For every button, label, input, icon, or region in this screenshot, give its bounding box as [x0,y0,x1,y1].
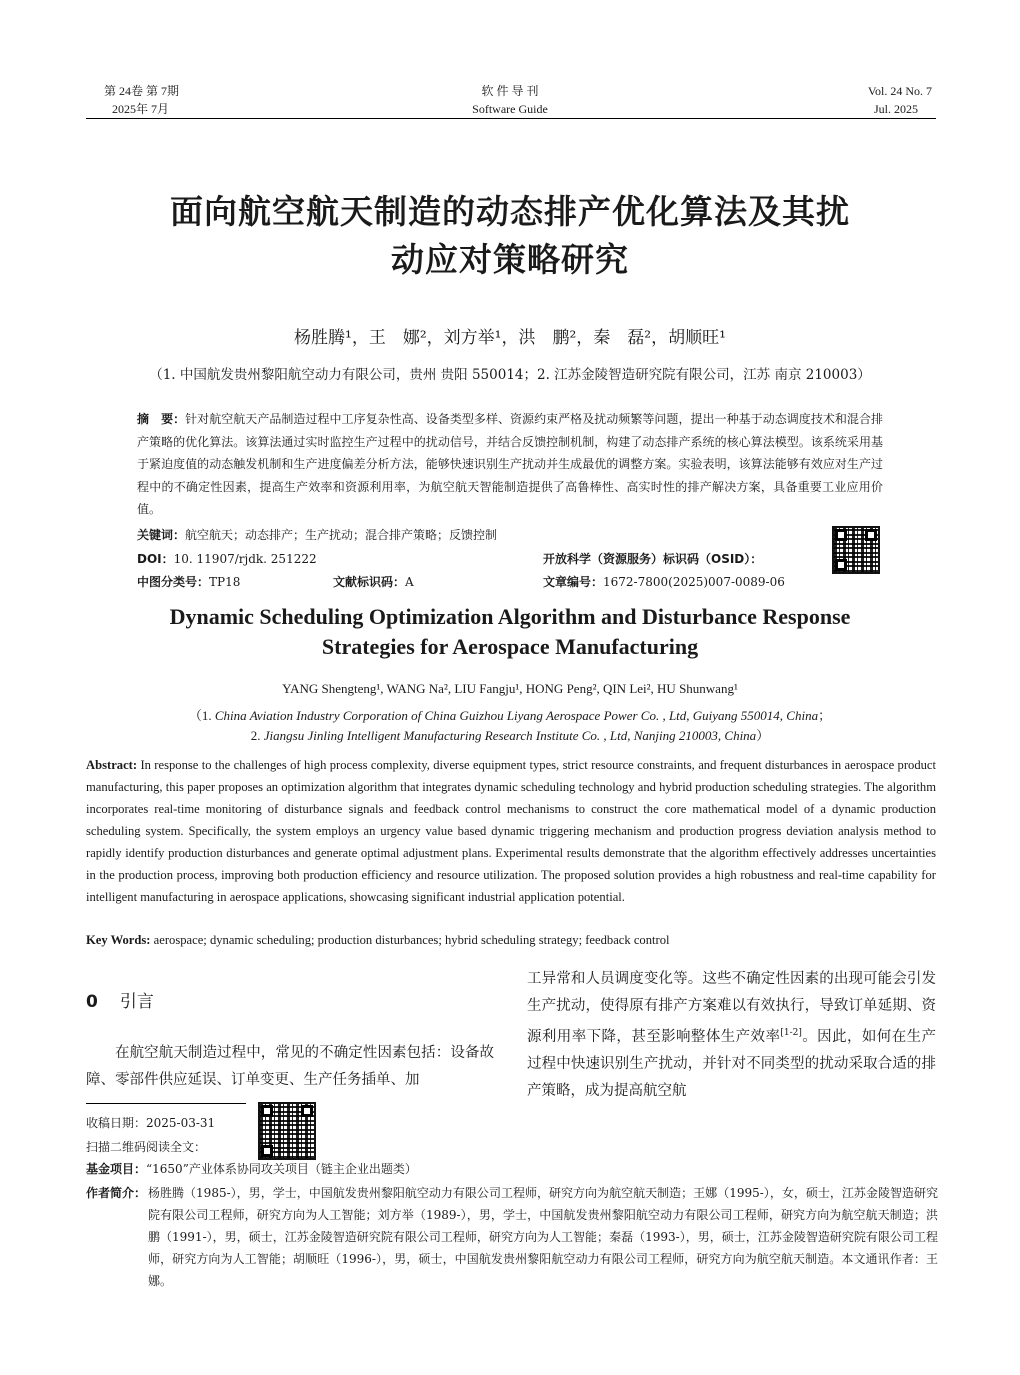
body-right-part-1: 工异常和人员调度变化等。这些不确定性因素的出现可能会引发生产扰动，使得原有排产方案难以有效执行，导致订单延期、资源利用率下降，甚至影响整体生产效率 [527,971,936,1045]
paper-title-en [0,602,1020,662]
citation-1-2[interactable]: [1-2] [780,1028,802,1038]
paper-title-cn [0,188,1020,284]
body-text-left [86,1040,494,1094]
date-en: Jul. 2025 [873,102,918,116]
doi [137,550,317,568]
bio-text: 杨胜腾（1985-），男，学士，中国航发贵州黎阳航空动力有限公司工程师，研究方向为航空航天制造；王娜（1995-），女，硕士，江苏金陵智造研究院有限公司工程师，研究方向为人工智能；刘方举（1989-），男，学士，中国航发贵州黎阳航空动力有限公司工程师，研究方向为航空航天制造；洪鹏（1991-），男，硕士，江苏金陵智造研究院有限公司工程师，研究方向为人工智能；秦磊（1993-），男，硕士，江苏金陵智造研究院有限公司工程师，研究方向为人工智能；胡顺旺（1996-），男，硕士，中国航发贵州黎阳航空动力有限公司工程师，研究方向为航空航天制造。本文通讯作者：王娜。 [148,1186,938,1288]
clc-label: 中图分类号： [137,575,210,589]
osid-label: 开放科学（资源服务）标识码（OSID）： [543,552,763,566]
body-right-part-2: 。因此，如何在生产过程中快速识别生产扰动，并针对不同类型的扰动采取合适的排产策略，成为提高航空航 [527,1028,937,1099]
clc-value: TP18 [209,575,241,589]
received-date: 收稿日期：2025-03-31 [86,1116,216,1130]
keywords-cn [137,526,497,544]
fund-text: “1650”产业体系协同攻关项目（链主企业出题类） [146,1162,417,1176]
doi-value: 10. 11907/rjdk. 251222 [173,552,317,566]
fund-project [86,1158,417,1180]
doc-code-value: A [405,575,414,589]
title-cn-line-2: 动应对策略研究 [391,240,629,279]
section-number: 0 [86,992,98,1012]
article-no-label: 文章编号： [543,575,604,589]
abstract-cn-text: 针对航空航天产品制造过程中工序复杂性高、设备类型多样、资源约束严格及扰动频繁等问题，提出一种基于动态调度技术和混合排产策略的优化算法。该算法通过实时监控生产过程中的扰动信号，并结合反馈控制机制，构建了动态排产系统的核心算法模型。该系统采用基于紧迫度值的动态触发机制和生产进度偏差分析方法，能够快速识别生产扰动并生成最优的调整方案。实验表明，该算法能够有效应对生产过程中的不确定性因素，提高生产效率和资源利用率，为航空航天智能制造提供了高鲁棒性、高实时性的排产解决方案，具备重要工业应用价值。 [137,412,883,516]
affiliation-en-1: China Aviation Industry Corporation of China Guizhou Liyang Aerospace Power Co. , Ltd, Guiyang 550014, China [214,708,819,723]
section-heading [86,990,154,1014]
scan-qr-label: 扫描二维码阅读全文： [86,1140,207,1154]
bio-label: 作者简介： [86,1186,147,1200]
volume-issue-en: Vol. 24 No. 7 [867,84,932,98]
affiliation-en-2: Jiangsu Jinling Intelligent Manufacturing Research Institute Co. , Ltd, Nanjing 210003, China [263,728,757,743]
title-cn-line-1: 面向航空航天制造的动态排产优化算法及其扰 [170,192,850,231]
keywords-en-text: aerospace; dynamic scheduling; production disturbances; hybrid scheduling strategy; feedback control [153,933,670,947]
footnote-rule [86,1103,246,1104]
article-number [543,573,785,591]
abstract-cn [137,408,883,521]
article-no-value: 1672-7800(2025)007-0089-06 [603,575,785,589]
body-text-right [527,966,936,1105]
title-en-line-1: Dynamic Scheduling Optimization Algorithm and Disturbance Response [169,604,851,629]
title-en-line-2: Strategies for Aerospace Manufacturing [321,634,699,659]
osid-qr-code[interactable] [832,526,880,574]
authors-cn: 杨胜腾¹，王 娜²，刘方举¹，洪 鹏²，秦 磊²，胡顺旺¹ [294,328,726,348]
clc-number [137,573,240,591]
abstract-en [86,754,936,908]
doi-label: DOI： [137,552,174,566]
authors-en: YANG Shengteng¹, WANG Na², LIU Fangju¹, HONG Peng², QIN Lei², HU Shunwang¹ [282,681,738,696]
fulltext-qr-code[interactable] [258,1102,316,1160]
doc-code-label: 文献标识码： [333,575,406,589]
keywords-cn-text: 航空航天；动态排产；生产扰动；混合排产策略；反馈控制 [185,528,498,542]
abstract-cn-label: 摘 要： [137,412,186,426]
volume-issue-cn: 第 24卷 第 7期 [104,84,180,98]
journal-name-en: Software Guide [472,102,548,116]
header-rule [86,118,936,119]
abstract-en-label: Abstract: [86,758,138,772]
osid [543,550,762,568]
keywords-en-label: Key Words: [86,933,151,947]
abstract-en-text: In response to the challenges of high process complexity, diverse equipment types, strict resource constraints, and frequent disturbances in aerospace product manufacturing, this paper proposes an optimization algorithm that integrates dynamic scheduling technology and hybrid production scheduling strategies. The algorithm incorporates real-time monitoring of disturbance signals and feedback control mechanisms to construct the core mathematical model of a dynamic production scheduling system. Specifically, the system employs an urgency value based dynamic triggering mechanism and production progress deviation analysis method to rapidly identify production disturbances and generate optimal adjustment plans. Experimental results demonstrate that the algorithm effectively addresses uncertainties in the production process, improving both production efficiency and resource utilization. The proposed solution provides a high robustness and real-time capability for intelligent manufacturing in aerospace applications, showcasing significant industrial application potential. [86,758,936,904]
author-bio [86,1182,938,1292]
body-paragraph-left: 在航空航天制造过程中，常见的不确定性因素包括：设备故障、零部件供应延误、订单变更、生产任务插单、加 [86,1045,494,1088]
date-cn: 2025年 7月 [112,102,170,116]
affiliation-cn: （1. 中国航发贵州黎阳航空动力有限公司，贵州 贵阳 550014；2. 江苏金陵智造研究院有限公司，江苏 南京 210003） [149,367,871,383]
affiliation-en: （1. China Aviation Industry Corporation of China Guizhou Liyang Aerospace Power Co. , Ltd, Guiyang 550014, China； 2. Jiangsu Jinling Intelligent Manufacturing Research Institute Co. , Ltd, Nanjing 210003, China） [188,708,832,743]
body-paragraph-right [527,966,936,1105]
journal-name-cn: 软 件 导 刊 [481,84,539,98]
fund-label: 基金项目： [86,1162,147,1176]
document-code [333,573,414,591]
keywords-en [86,930,670,950]
keywords-cn-label: 关键词： [137,528,186,542]
section-title: 引言 [119,992,154,1012]
